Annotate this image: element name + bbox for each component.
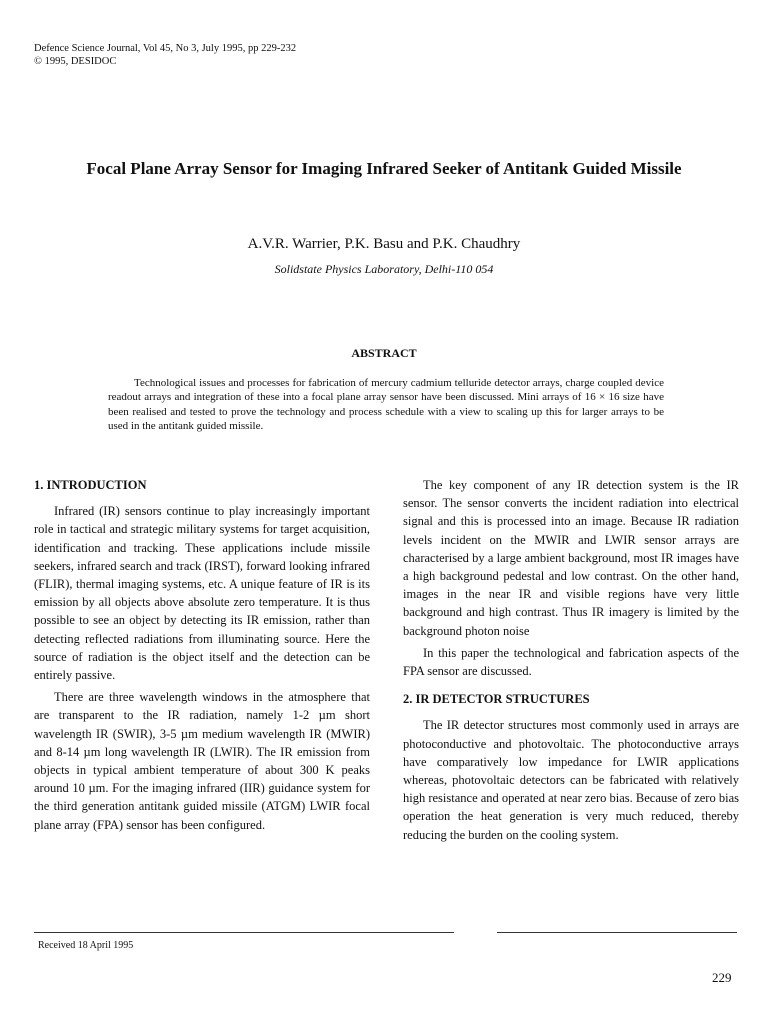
received-date: Received 18 April 1995 xyxy=(38,940,134,951)
paper-authors: A.V.R. Warrier, P.K. Basu and P.K. Chaudhry xyxy=(247,236,521,252)
intro-paragraph-2: There are three wavelength windows in the atmosphere that are transparent to the IR radiation, namely 1-2 µm short wavelength IR (SWIR), 3-5 µm medium wavelength IR (MWIR) and 8-14 µm long wavelength IR (LWIR). The IR emission from objects in typical ambient temperature of about 300 K peaks around 10 µm. For the imaging infrared (IIR) guidance system for the third generation antitank guided missile (ATGM) LWIR focal plane array (FPA) sensor has been configured. xyxy=(34,690,370,832)
section-1-heading: 1. INTRODUCTION xyxy=(34,478,147,492)
footnote-rule-right xyxy=(497,932,737,933)
abstract-text: Technological issues and processes for fabrication of mercury cadmium telluride detector arrays, charge coupled device readout arrays and integration of these into a focal plane array sensor have been discussed. Mini arrays of 16 × 16 size have been realised and tested to prove the technology and process schedule with a view to scaling up this for larger arrays to be used in the antitank guided missile. xyxy=(108,377,664,433)
page-number: 229 xyxy=(712,970,732,985)
intro-paragraph-3: The key component of any IR detection system is the IR sensor. The sensor converts the incident radiation into electrical signal and this is processed into an image. Because IR radiation levels incident on the MWIR and LWIR sensor arrays are characterised by a large ambient background, most IR images have a high background pedestal and low contrast. On the other hand, images in the near IR and visible regions have very little background and high contrast. Thus IR imagery is limited by the background photon noise xyxy=(403,478,739,638)
detector-paragraph-1: The IR detector structures most commonly used in arrays are photoconductive and photovoltaic. The photoconductive arrays have comparatively low impedance for LWIR applications whereas, photovoltaic detectors can be fabricated with relatively high resistance and operated at near zero bias. Because of zero bias operation the heat generation is very much reduced, thereby reducing the burden on the cooling system. xyxy=(403,718,739,842)
intro-paragraph-4: In this paper the technological and fabrication aspects of the FPA sensor are discussed. xyxy=(403,645,739,679)
intro-paragraph-1: Infrared (IR) sensors continue to play increasingly important role in tactical and strategic military systems for target acquisition, identification and tracking. These applications include missile seekers, infrared search and track (IRST), forward looking infrared (FLIR), thermal imaging systems, etc. A unique feature of IR is its emission by all objects above absolute zero temperature. It is thus possible to see an object by detecting its IR emission, rather than detecting reflected radiations from illuminating source. Here the source of radiation is the object itself and the detection can be entirely passive. xyxy=(34,504,370,683)
journal-citation: Defence Science Journal, Vol 45, No 3, July 1995, pp 229-232 xyxy=(34,43,297,54)
footnote-rule-left xyxy=(34,932,454,933)
right-column xyxy=(403,476,739,844)
left-column xyxy=(34,476,370,834)
abstract-heading: ABSTRACT xyxy=(351,346,417,360)
section-2-heading: 2. IR DETECTOR STRUCTURES xyxy=(403,692,590,707)
author-affiliation: Solidstate Physics Laboratory, Delhi-110 054 xyxy=(274,262,494,276)
paper-title: Focal Plane Array Sensor for Imaging Infrared Seeker of Antitank Guided Missile xyxy=(86,159,682,178)
copyright-line: © 1995, DESIDOC xyxy=(34,56,117,67)
